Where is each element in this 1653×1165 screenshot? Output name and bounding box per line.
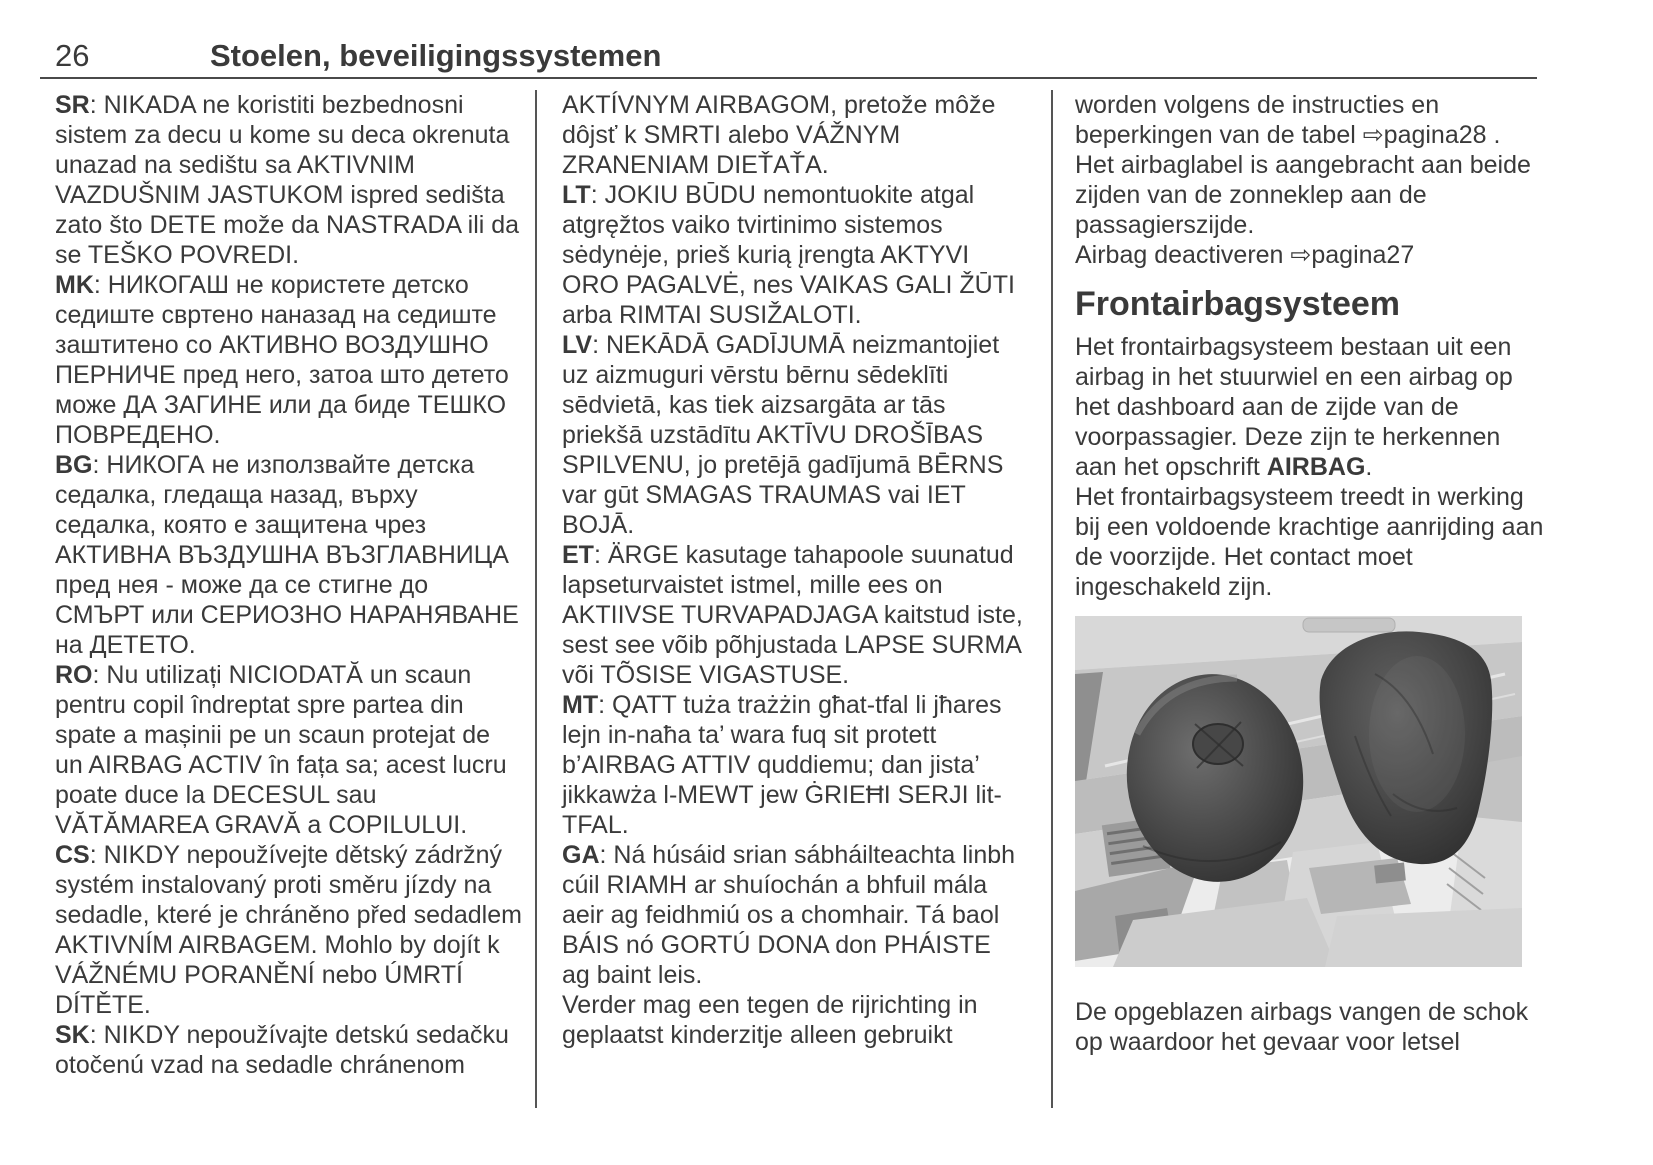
- bold-text: LT: [562, 181, 591, 209]
- text-block: LV: NEKĀDĀ GADĪJUMĀ neizmantojiet uz aizmuguri vērstu bērnu sēdeklīti sēdvietā, kas tiek aizsargāta ar tās priekšā uzstādītu AKTĪVU DROŠĪBAS SPILVENU, jo pretējā gadījumā BĒRNS var gūt SMAGAS TRAUMAS vai IET BOJĀ.: [562, 331, 1004, 539]
- text-block: AKTÍVNYM AIRBAGOM, pretože môže dôjsť k SMRTI alebo VÁŽNYM ZRANENIAM DIEŤAŤA.: [562, 91, 996, 179]
- bold-text: MT: [562, 691, 599, 719]
- airbag-illustration-svg: [1075, 616, 1522, 967]
- frontairbag-heading: Frontairbagsysteem: [1075, 285, 1400, 323]
- text-block: LT: JOKIU BŪDU nemontuokite atgal atgręžtos vaiko tvirtinimo sistemos sėdynėje, prieš kurią įrengta AKTYVI ORO PAGALVĖ, nes VAIKAS GALI ŽŪTI arba RIMTAI SUSIŽALOTI.: [562, 181, 1015, 329]
- column-divider-2: [1051, 90, 1053, 1108]
- text-block: BG: НИКОГА не използвайте детска седалка, гледаща назад, върху седалка, която е защитена чрез АКТИВНА ВЪЗДУШНА ВЪЗГЛАВНИЦА пред нея - може да се стигне до СМЪРТ или СЕРИОЗНО НАРАНЯВАНЕ на ДЕТЕТО.: [55, 451, 519, 659]
- column-divider-1: [535, 90, 537, 1108]
- header-rule: [40, 77, 1537, 79]
- bold-text: SK: [55, 1021, 90, 1049]
- column-3-text: [1075, 90, 1545, 602]
- text-block: Verder mag een tegen de rijrichting in geplaatst kinderzitje alleen gebruikt: [562, 991, 978, 1049]
- bold-text: LV: [562, 331, 593, 359]
- column-3: [1075, 90, 1545, 1057]
- text-block: De opgeblazen airbags vangen de schok op waardoor het gevaar voor letsel: [1075, 998, 1529, 1056]
- bold-text: AIRBAG: [1266, 453, 1366, 481]
- page-number: 26: [55, 38, 90, 73]
- column-3-caption: [1075, 997, 1545, 1057]
- bold-text: BG: [55, 451, 93, 479]
- text-block: RO: Nu utilizați NICIODATĂ un scaun pentru copil îndreptat spre partea din spate a mașinii pe un scaun protejat de un AIRBAG ACTIV în fața sa; acest lucru poate duce la DECESUL sau VĂTĂMAREA GRAVĂ a COPILULUI.: [55, 661, 507, 839]
- bold-text: GA: [562, 841, 600, 869]
- column-2: [562, 90, 1024, 1050]
- bold-text: CS: [55, 841, 90, 869]
- text-block: CS: NIKDY nepoužívejte dětský zádržný systém instalovaný proti směru jízdy na sedadle, které je chráněno před sedadlem AKTIVNÍM AIRBAGEM. Mohlo by dojít k VÁŽNÉMU PORANĚNÍ nebo ÚMRTÍ DÍTĚTE.: [55, 841, 522, 1019]
- text-block: Airbag deactiveren ⇨pagina27: [1075, 241, 1415, 269]
- text-block: MK: НИКОГАШ не користете детско седиште свртено наназад на седиште заштитено со АКТИВНО ВОЗДУШНО ПЕРНИЧЕ пред него, затоа што детето може ДА ЗАГИНЕ или да биде ТЕШКО ПОВРЕДЕНО.: [55, 271, 509, 449]
- bold-text: SR: [55, 91, 90, 119]
- bold-text: ET: [562, 541, 594, 569]
- text-block: SR: NIKADA ne koristiti bezbednosni sistem za decu u kome su deca okrenuta unazad na sedištu sa AKTIVNIM VAZDUŠNIM JASTUKOM ispred sedišta zato što DETE može da NASTRADA ili da se TEŠKO POVREDI.: [55, 91, 520, 269]
- page-title: Stoelen, beveiligingssystemen: [210, 38, 662, 73]
- text-block: Het frontairbagsysteem treedt in werking bij een voldoende krachtige aanrijding aan de voorzijde. Het contact moet ingeschakeld zijn.: [1075, 483, 1544, 601]
- bold-text: RO: [55, 661, 93, 689]
- text-block: Het frontairbagsysteem bestaan uit een airbag in het stuurwiel en een airbag op het dashboard aan de zijde van de voorpassagier. Deze zijn te herkennen aan het opschrift AIRBAG.: [1075, 333, 1513, 481]
- text-block: SK: NIKDY nepoužívajte detskú sedačku otočenú vzad na sedadle chránenom: [55, 1021, 509, 1079]
- bold-text: MK: [55, 271, 94, 299]
- text-block: MT: QATT tuża trażżin għat-tfal li jħares lejn in-naħa ta’ wara fuq sit protett b’AIRBAG ATTIV quddiemu; dan jista’ jikkawża l-MEWT jew ĠRIEĦI SERJI lit-TFAL.: [562, 691, 1002, 839]
- column-1: [55, 90, 523, 1080]
- text-block: worden volgens de instructies en beperkingen van de tabel ⇨pagina28 . Het airbaglabel is aangebracht aan beide zijden van de zonneklep aan de passagierszijde.: [1075, 91, 1531, 239]
- text-block: GA: Ná húsáid srian sábháilteachta linbh cúil RIAMH ar shuíochán a bhfuil mála aeir ag feidhmiú os a chomhair. Tá baol BÁIS nó GORTÚ DONA don PHÁISTE ag baint leis.: [562, 841, 1016, 989]
- airbag-illustration: [1075, 616, 1522, 967]
- text-block: ET: ÄRGE kasutage tahapoole suunatud lapseturvaistet istmel, mille ees on AKTIIVSE TURVAPADJAGA kaitstud iste, sest see võib põhjustada LAPSE SURMA või TÕSISE VIGASTUSE.: [562, 541, 1023, 689]
